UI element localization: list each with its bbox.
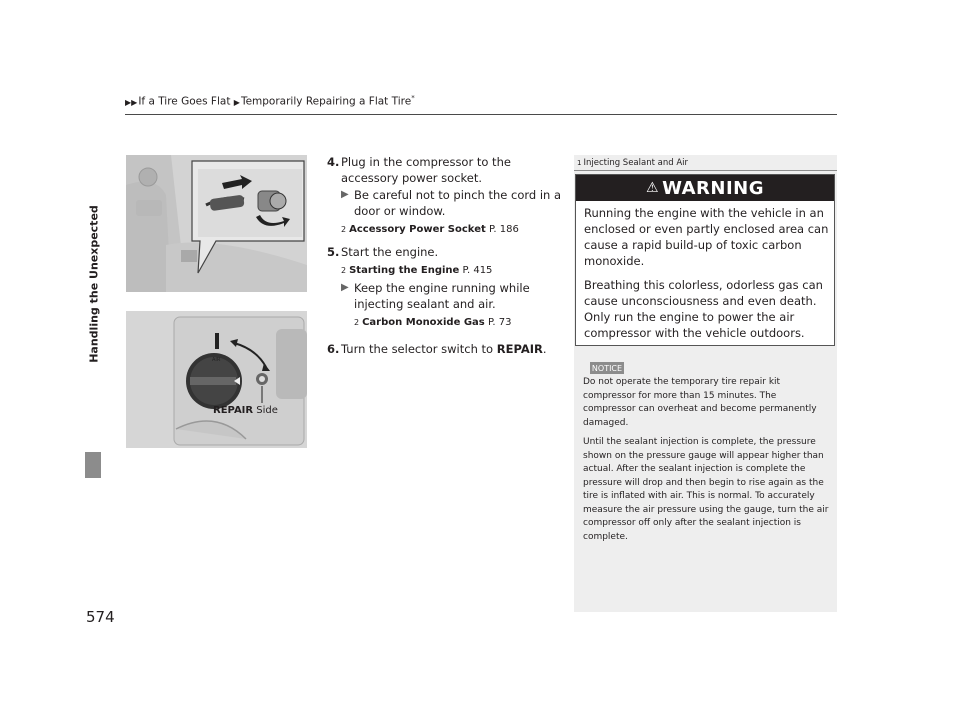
repair-side-rest: Side (253, 405, 278, 416)
chapter-label (87, 115, 101, 452)
accessory-socket-illustration (126, 155, 307, 292)
breadcrumb-arrow-icon: ▶ (233, 97, 240, 107)
cross-reference-link[interactable]: 2 Starting the Engine P. 415 (341, 265, 493, 276)
breadcrumb-item[interactable]: Temporarily Repairing a Flat Tire (240, 95, 412, 108)
breadcrumb-arrow-icon: ▶▶ (125, 97, 138, 107)
notice-text (583, 376, 831, 550)
cross-reference-link[interactable]: 2 Accessory Power Socket P. 186 (341, 224, 519, 235)
chapter-label-text: Handling the Unexpected (87, 204, 101, 363)
breadcrumb-item[interactable]: If a Tire Goes Flat (138, 95, 231, 108)
sidebar-title-divider (574, 170, 837, 171)
warning-label: WARNING (662, 177, 764, 199)
notice-paragraph: Do not operate the temporary tire repair kit compressor for more than 15 minutes. The compressor can overheat and become permanently damaged. (583, 377, 817, 428)
warning-text (584, 205, 830, 349)
repair-side-callout (213, 405, 278, 416)
step-text: Start the engine. (341, 245, 439, 259)
triangle-right-icon: ▶ (341, 189, 349, 200)
repair-side-bold: REPAIR (213, 405, 254, 416)
page-number: 574 (86, 608, 115, 626)
step-number: 4. (327, 155, 340, 169)
procedure-steps (327, 154, 562, 363)
warning-paragraph: Running the engine with the vehicle in an enclosed or even partly enclosed area can cause a rapid build-up of toxic carbon monoxide. (584, 206, 829, 268)
chapter-tab[interactable] (85, 452, 101, 478)
selector-switch-illustration (126, 311, 307, 448)
triangle-right-icon: ▶ (341, 282, 349, 293)
notice-badge: NOTICE (591, 363, 623, 373)
step-subtext: Keep the engine running while injecting sealant and air. (354, 281, 530, 311)
reference-arrow-icon: 2 (354, 318, 360, 327)
step-5 (327, 244, 562, 331)
header-divider (125, 114, 837, 115)
reference-arrow-icon: 2 (341, 266, 347, 275)
warning-header (576, 175, 834, 201)
step-number: 5. (327, 245, 340, 259)
sidebar-title: 1 Injecting Sealant and Air (577, 158, 688, 168)
breadcrumb (125, 94, 415, 108)
warning-paragraph: Breathing this colorless, odorless gas can cause unconsciousness and even death. Only run the engine to power the air compressor with the vehicle outdoors. (584, 278, 823, 340)
step-4 (327, 154, 562, 238)
selector-switch-drawing (126, 311, 307, 448)
reference-arrow-icon: 1 (577, 159, 582, 167)
notice-paragraph: Until the sealant injection is complete, the pressure shown on the pressure gauge will appear higher than actual. After the sealant injection is complete the pressure will drop and then begin to rise again as the tire is inflated with air. This is normal. To accurately measure the air pressure using the gauge, turn the air compressor off only after the sealant injection is complete. (583, 437, 829, 542)
asterisk-mark: * (411, 94, 415, 102)
warning-triangle-icon: ⚠ (646, 180, 660, 196)
air-label: AIR (212, 357, 221, 363)
accessory-socket-drawing (126, 155, 307, 292)
cross-reference-link[interactable]: 2 Carbon Monoxide Gas P. 73 (354, 317, 512, 328)
step-number: 6. (327, 342, 340, 356)
step-text: Turn the selector switch to REPAIR. (341, 342, 547, 356)
reference-arrow-icon: 2 (341, 225, 347, 234)
step-subtext: Be careful not to pinch the cord in a door or window. (354, 188, 562, 218)
step-6 (327, 341, 562, 357)
step-text: Plug in the compressor to the accessory power socket. (341, 155, 511, 185)
